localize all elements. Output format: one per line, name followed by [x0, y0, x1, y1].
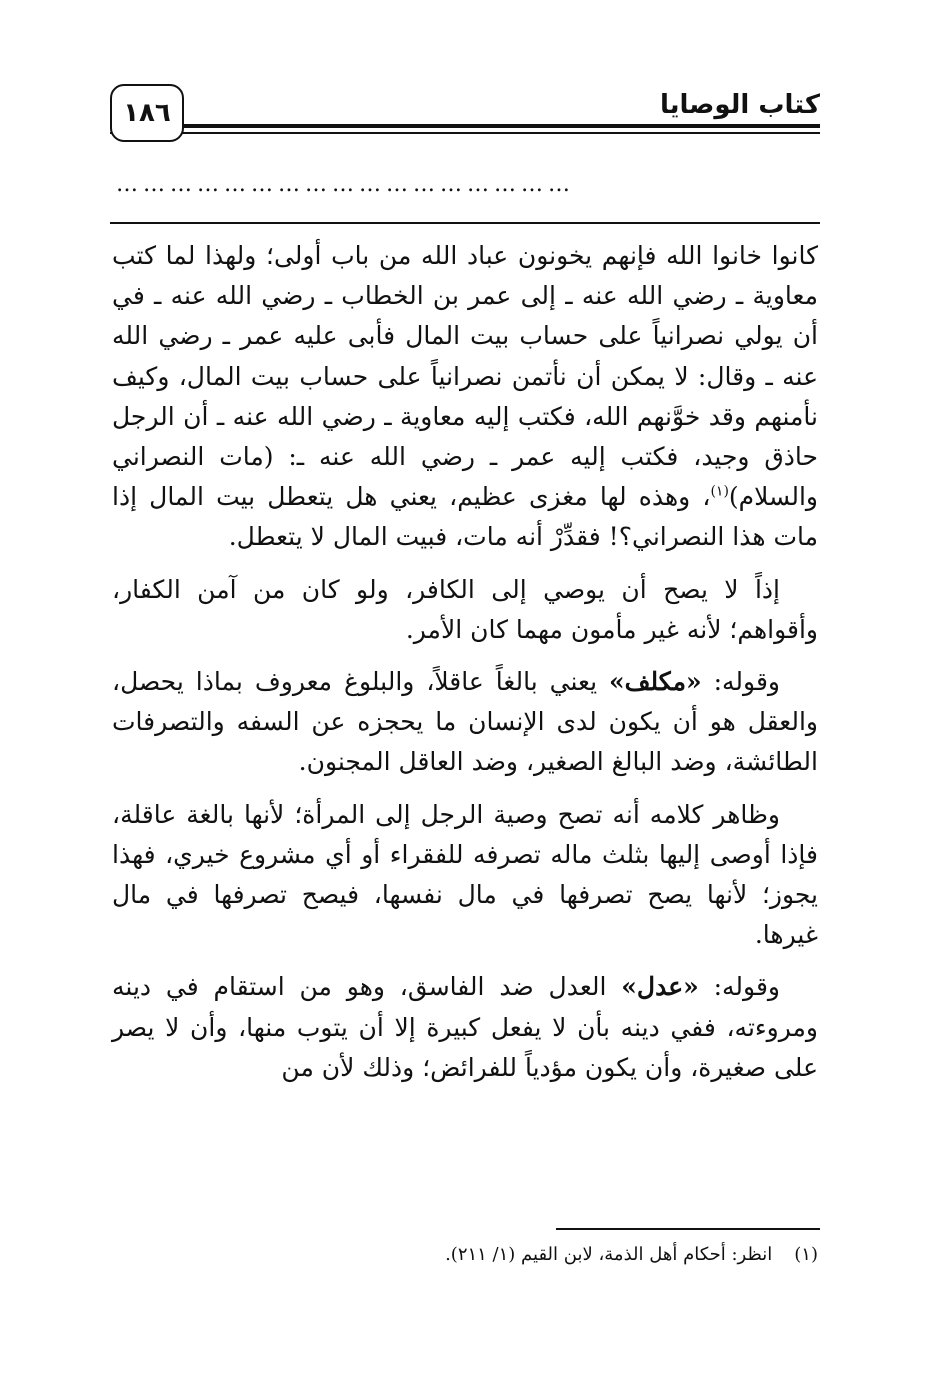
paragraph-5-rest: العدل ضد الفاسق، وهو من استقام في دينه ومروءته، ففي دينه بأن لا يفعل كبيرة إلا أن يتوب منها، وأن لا يصر على صغيرة، وأن يكون مؤدياً للفرائض؛ وذلك لأن من: [112, 972, 818, 1082]
paragraph-3-prefix: وقوله:: [701, 667, 780, 697]
footnote-text: انظر: أحكام أهل الذمة، لابن القيم (١/ ٢١١).: [445, 1244, 773, 1265]
paragraph-5: [112, 967, 818, 1088]
paragraph-1-text-after: ، وهذه لها مغزى عظيم، يعني هل يتعطل بيت المال إذا مات هذا النصراني؟! فقدِّرْ أنه مات، فبيت المال لا يتعطل.: [112, 482, 818, 552]
footnote-number: (١): [794, 1244, 818, 1265]
dots-line: ……………………………………………: [116, 172, 575, 197]
page-number: ١٨٦: [110, 84, 184, 142]
paragraph-1-text-before: كانوا خانوا الله فإنهم يخونون عباد الله من باب أولى؛ ولهذا لما كتب معاوية ـ رضي الله عنه ـ إلى عمر بن الخطاب ـ رضي الله عنه ـ في أن يولي نصرانياً على حساب بيت المال فأبى عليه عمر ـ رضي الله عنه ـ وقال: لا يمكن أن نأتمن نصرانياً على حساب بيت المال، وكيف نأمنهم وقد خوَّنهم الله، فكتب إليه معاوية ـ رضي الله عنه ـ أن الرجل حاذق وجيد، فكتب إليه عمر ـ رضي الله عنه ـ: (مات النصراني والسلام): [112, 241, 818, 512]
body-text: [112, 236, 818, 1100]
footnote-rule: [556, 1228, 820, 1230]
paragraph-3: [112, 662, 818, 783]
paragraph-4: وظاهر كلامه أنه تصح وصية الرجل إلى المرأة؛ لأنها بالغة عاقلة، فإذا أوصى إليها بثلث ماله تصرفه للفقراء أو أي مشروع خيري، فهذا يجوز؛ لأنها يصح تصرفها في مال نفسها، فيصح تصرفها في مال غيرها.: [112, 799, 818, 950]
footnote-marker: (١): [710, 483, 729, 500]
header-rule-thick: [110, 124, 820, 128]
top-separator: [110, 222, 820, 224]
footnote: [112, 1240, 818, 1270]
header-rule-thin: [110, 132, 820, 134]
paragraph-5-prefix: وقوله:: [698, 972, 780, 1002]
paragraph-3-rest: يعني بالغاً عاقلاً، والبلوغ معروف بماذا يحصل، والعقل هو أن يكون لدى الإنسان ما يحجزه عن السفه والتصرفات الطائشة، وضد البالغ الصغير، وضد العاقل المجنون.: [112, 667, 818, 777]
term-mukallaf: «مكلف»: [609, 667, 702, 697]
paragraph-2: إذاً لا يصح أن يوصي إلى الكافر، ولو كان من آمن الكفار، وأقواهم؛ لأنه غير مأمون مهما كان الأمر.: [112, 574, 818, 644]
book-title: كتاب الوصايا: [659, 90, 820, 120]
term-adl: «عدل»: [621, 972, 699, 1002]
paragraph-1: [112, 236, 818, 558]
page-header: [110, 84, 820, 154]
